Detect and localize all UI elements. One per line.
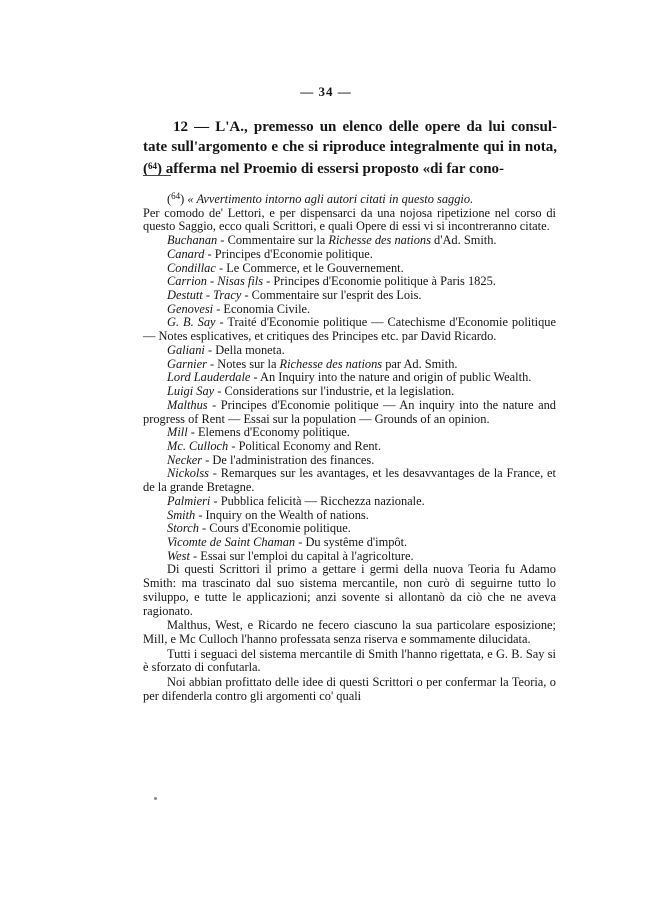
work-text: - Della moneta. bbox=[204, 342, 285, 357]
work-text-tail: d'Ad. Smith. bbox=[430, 233, 497, 248]
author-entry bbox=[143, 275, 556, 289]
main-line-2: tate sull'argomento e che si riproduce integralmente qui in bbox=[143, 138, 521, 155]
footnote-marker-open: ( bbox=[167, 192, 172, 206]
author-entry bbox=[143, 262, 556, 276]
work-text-tail: par Ad. Smith. bbox=[382, 356, 458, 371]
work-text: - Pubblica felicità — Ricchezza nazionale. bbox=[210, 493, 425, 508]
author-name: G. B. Say bbox=[167, 315, 216, 330]
page-number: — 34 — bbox=[300, 84, 352, 99]
footnote-rule bbox=[143, 175, 171, 176]
author-name: Garnier bbox=[167, 356, 207, 371]
footnote-intro-text: Per comodo de' Lettori, e per dispensarci da una nojosa ripetizione nel corso di questo Saggio, ecco quali Scrittori, e quali Opere di essi vi si incontreranno citate. bbox=[143, 205, 556, 234]
main-line-1: L'A., premesso un elenco delle opere da lui consul- bbox=[215, 119, 557, 135]
work-text: - Principes d'Economie politique — An inquiry into the nature and progress of Rent — Essai sur la population — Grounds of an opinion. bbox=[143, 397, 556, 426]
author-name: Palmieri bbox=[167, 493, 211, 508]
author-name: Carrion - Nisas fils bbox=[167, 274, 264, 289]
work-text: - Traité d'Economie politique — Catechisme d'Economie politique — Notes esplicatives, et critiques des Principes etc. par David Ricardo. bbox=[143, 315, 556, 344]
footnote-intro bbox=[143, 190, 556, 207]
author-entry bbox=[143, 426, 556, 440]
work-text: - Commentaire sur l'esprit des Lois. bbox=[241, 288, 422, 303]
work-text: - Elemens d'Economy politique. bbox=[187, 425, 350, 440]
footnote-marker-number: 64 bbox=[171, 191, 181, 201]
author-entry bbox=[143, 344, 556, 358]
footnote bbox=[143, 190, 556, 704]
work-text: - Du systême d'impôt. bbox=[295, 534, 408, 549]
work-text: - Political Economy and Rent. bbox=[228, 438, 382, 453]
author-name: Mill bbox=[167, 425, 188, 440]
author-entry bbox=[143, 467, 556, 494]
author-name: Nickolss bbox=[167, 466, 209, 481]
footnote-paragraph: Malthus, West, e Ricardo ne fecero ciascuno la sua particolare esposizione; Mill, e Mc Culloch l'hanno professata senza riserva e sommamente dilucidata. bbox=[143, 618, 556, 646]
paragraph-dash: — bbox=[194, 119, 210, 135]
author-name: Luigi Say bbox=[167, 384, 215, 399]
author-name: Smith bbox=[167, 507, 196, 522]
work-text: - Inquiry on the Wealth of nations. bbox=[195, 507, 369, 522]
work-text: - Le Commerce, et le Gouvernement. bbox=[215, 260, 404, 275]
footnote-marker-close: ) bbox=[180, 192, 185, 206]
author-name: Vicomte de Saint Chaman bbox=[167, 534, 296, 549]
author-name: Mc. Culloch bbox=[167, 438, 229, 453]
author-entry bbox=[143, 440, 556, 454]
author-entry bbox=[143, 234, 556, 248]
author-name: Condillac bbox=[167, 260, 216, 275]
work-text: - Notes sur la bbox=[206, 356, 280, 371]
work-text: - Commentaire sur la bbox=[217, 233, 329, 248]
paragraph-number: 12 bbox=[173, 119, 188, 135]
author-name: Lord Lauderdale bbox=[167, 370, 251, 385]
work-text: - An Inquiry into the nature and origin of public Wealth. bbox=[250, 370, 532, 385]
author-entry bbox=[143, 289, 556, 303]
author-entry bbox=[143, 399, 556, 426]
footnote-paragraphs bbox=[143, 563, 556, 703]
work-text: - Considerations sur l'industrie, et la legislation. bbox=[214, 384, 455, 399]
author-name: Buchanan bbox=[167, 233, 218, 248]
author-name: Galiani bbox=[167, 342, 205, 357]
footnote-paragraph: Tutti i seguaci del sistema mercantile di Smith l'hanno rigettata, e G. B. Say si è sforzato di confutarla. bbox=[143, 646, 556, 675]
main-paragraph bbox=[143, 118, 557, 180]
work-text: - Economia Civile. bbox=[213, 301, 311, 316]
author-entry bbox=[143, 509, 556, 523]
work-text: - Remarques sur les avantages, et les desavvantages de la France, et de la grande Bretagne. bbox=[143, 466, 556, 495]
author-name: Necker bbox=[167, 452, 203, 467]
main-text bbox=[143, 118, 557, 180]
work-title: Richesse des nations bbox=[328, 233, 431, 248]
author-name: Destutt - Tracy bbox=[167, 288, 242, 303]
footnote-paragraph: Di questi Scrittori il primo a gettare i germi della nuova Teoria fu Adamo Smith: ma trascinato dal suo sistema mercantile, non curò di seguirne tutto lo sviluppo, e tutte le applicazioni; anzi sovente si allontanò da ciò che ne aveva ragionato. bbox=[143, 562, 556, 618]
author-entry bbox=[143, 522, 556, 536]
work-text: - Principes d'Economie politique à Paris 1825. bbox=[263, 274, 496, 289]
author-name: Canard bbox=[167, 246, 205, 261]
work-text: - Cours d'Economie politique. bbox=[198, 521, 351, 536]
author-name: Storch bbox=[167, 521, 199, 536]
footnote-reference: 64 bbox=[148, 161, 157, 171]
footnote-title: « Avvertimento intorno agli autori citati in questo saggio. bbox=[187, 192, 474, 206]
author-entry bbox=[143, 536, 556, 550]
author-entry bbox=[143, 248, 556, 262]
author-entry bbox=[143, 385, 556, 399]
main-line-3a: nota, ( bbox=[143, 138, 557, 177]
author-entry bbox=[143, 495, 556, 509]
author-entry bbox=[143, 303, 556, 317]
main-line-3b: ) afferma nel Proemio di essersi proposto «di far cono- bbox=[157, 161, 505, 177]
author-entry bbox=[143, 454, 556, 468]
author-name: Malthus bbox=[167, 397, 208, 412]
author-list bbox=[143, 234, 556, 563]
author-name: West bbox=[167, 548, 190, 563]
work-text: - De l'administration des finances. bbox=[202, 452, 375, 467]
work-text: - Essai sur l'emploi du capital à l'agricolture. bbox=[189, 548, 414, 563]
author-entry bbox=[143, 550, 556, 564]
author-entry bbox=[143, 371, 556, 385]
work-title: Richesse des nations bbox=[279, 356, 383, 371]
footnote-paragraph: Noi abbian profittato delle idee di questi Scrittori o per confermar la Teoria, o per difenderla contro gli argomenti co' quali bbox=[143, 675, 556, 703]
print-speck bbox=[154, 797, 157, 800]
author-entry bbox=[143, 316, 556, 343]
work-text: - Principes d'Economie politique. bbox=[204, 246, 373, 261]
author-name: Genovesi bbox=[167, 301, 214, 316]
author-entry bbox=[143, 358, 556, 372]
